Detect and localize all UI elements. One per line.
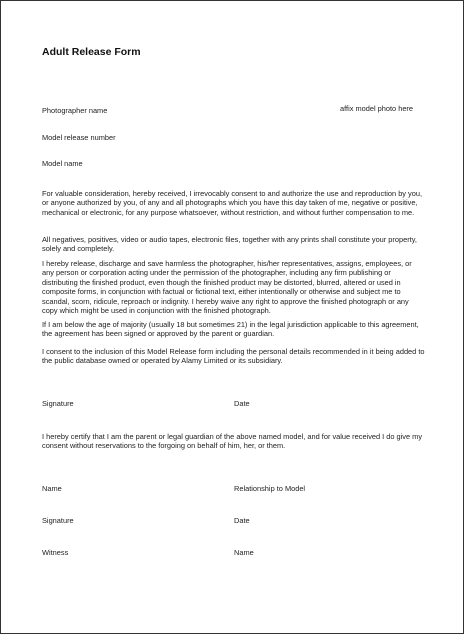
age-of-majority-paragraph: If I am below the age of majority (usually 18 but sometimes 21) in the legal jurisdiction applicable to this agreement, the agreement has been signed or approved by the parent or guardian. — [42, 320, 419, 339]
form-title: Adult Release Form — [42, 46, 141, 58]
signature-label: Signature — [42, 399, 74, 408]
guardian-name-label: Name — [42, 484, 62, 493]
witness-name-label: Name — [234, 548, 254, 557]
property-paragraph: All negatives, positives, video or audio tapes, electronic files, together with any prints shall constitute your property, solely and completely. — [42, 235, 417, 254]
consent-paragraph: For valuable consideration, hereby received, I irrevocably consent to and authorize the use and reproduction by you, or anyone authorized by you, of any and all photographs which you have this day taken of me, negative or positive, mechanical or electronic, for any purpose whatsoever, without restriction, and without further compensation to me. — [42, 189, 423, 217]
model-name-label: Model name — [42, 159, 83, 168]
guardian-signature-label: Signature — [42, 516, 74, 525]
guardian-date-label: Date — [234, 516, 250, 525]
guardian-statement: I hereby certify that I am the parent or legal guardian of the above named model, and for value received I do give my consent without reservations to the forgoing on behalf of him, her, or them. — [42, 432, 423, 451]
database-consent-paragraph: I consent to the inclusion of this Model Release form including the personal details recommended in it being added to the public database owned or operated by Alamy Limited or its subsidiary. — [42, 347, 425, 366]
date-label: Date — [234, 399, 250, 408]
model-release-number-label: Model release number — [42, 133, 116, 142]
release-paragraph: I hereby release, discharge and save harmless the photographer, his/her representatives, assigns, employees, or any person or corporation acting under the permission of the photographer, including any firm publishing or distributing the finished product, even though the finished product may be distorted, blurred, altered or used in composite forms, in conjunction with factual or fictional text, either intentionally or otherwise and subject me to scandal, scorn, ridicule, reproach or indignity. I hereby waive any right to approve the finished photograph or any copy which might be used in conjunction with the finished photograph. — [42, 259, 412, 316]
affix-photo-note: affix model photo here — [340, 104, 413, 113]
relationship-label: Relationship to Model — [234, 484, 306, 493]
witness-label: Witness — [42, 548, 69, 557]
photographer-name-label: Photographer name — [42, 106, 108, 115]
